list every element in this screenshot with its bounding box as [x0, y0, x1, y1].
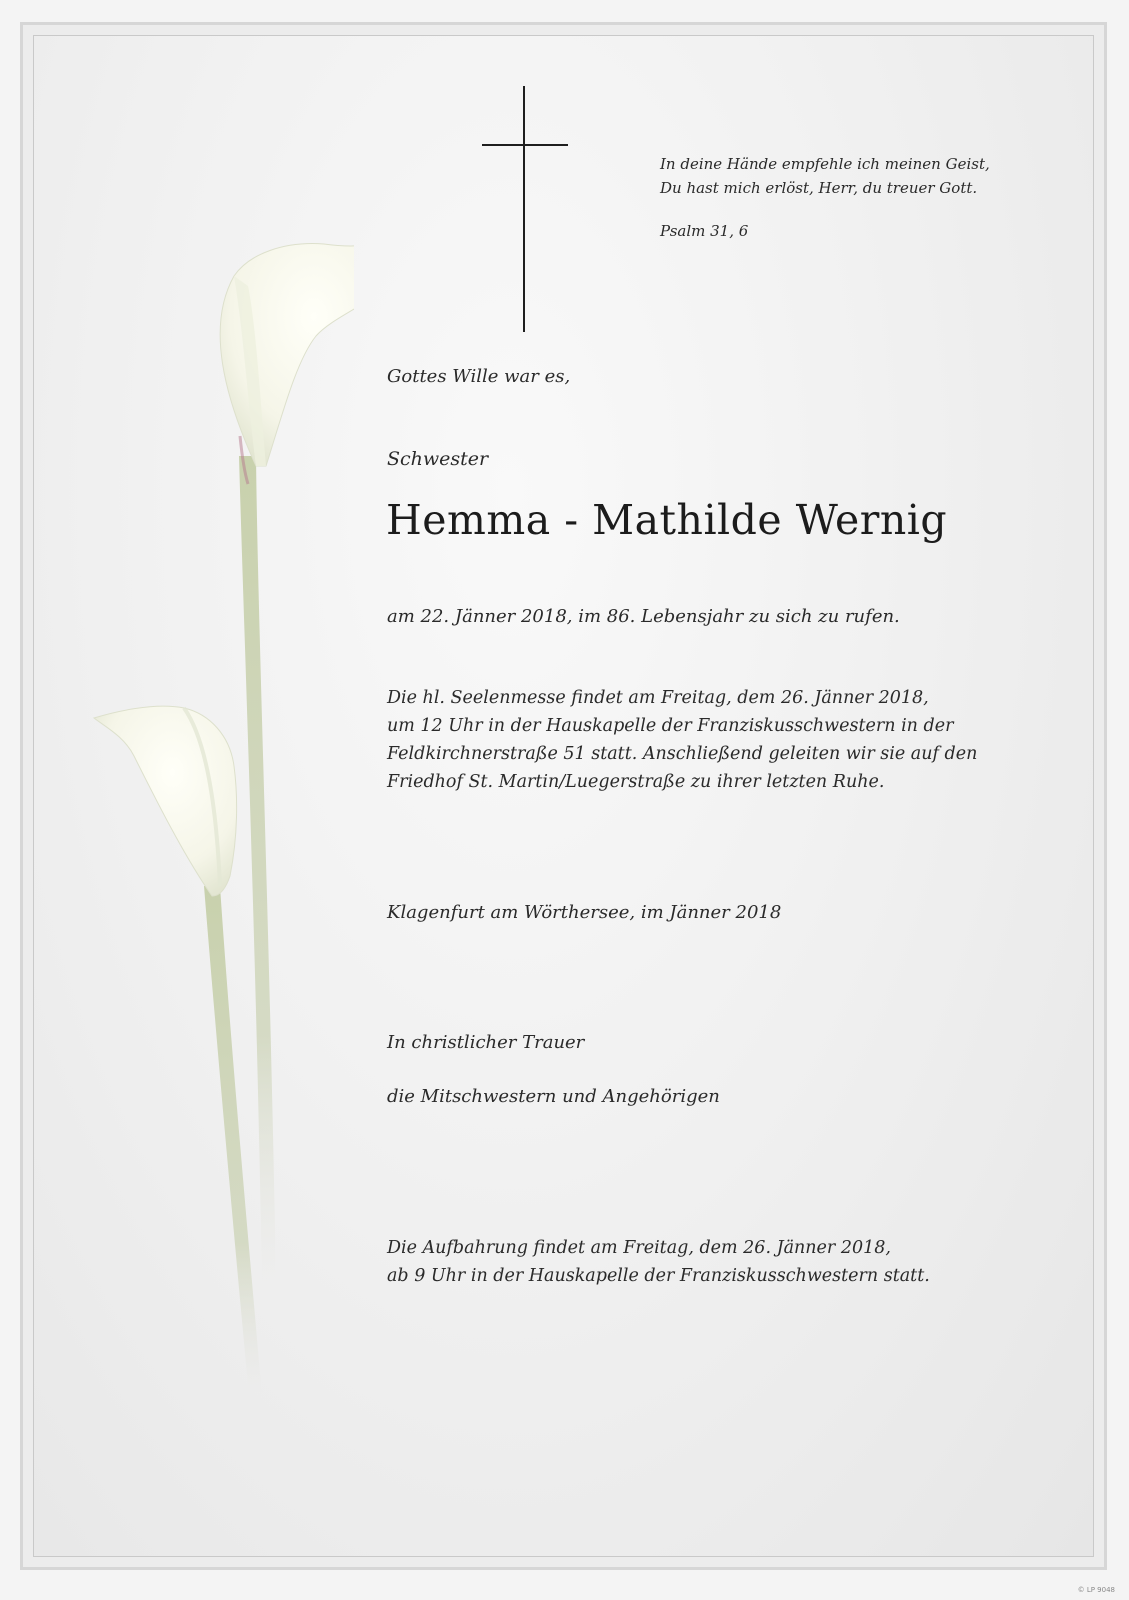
mourning-text: In christlicher Trauer [387, 1032, 585, 1053]
verse-line: In deine Hände empfehle ich meinen Geist, [660, 155, 990, 173]
calla-lily-illustration [34, 36, 354, 1557]
verse-reference: Psalm 31, 6 [660, 222, 749, 240]
mass-line: Die hl. Seelenmesse findet am Freitag, dem 26. Jänner 2018, [387, 688, 929, 708]
card-inner [33, 35, 1094, 1557]
tall-flower [220, 236, 354, 466]
small-flower [94, 706, 237, 896]
cross-symbol [482, 86, 568, 332]
verse-line: Du hast mich erlöst, Herr, du treuer Gott. [660, 179, 978, 197]
intro-text: Gottes Wille war es, [387, 366, 571, 387]
mass-line: Friedhof St. Martin/Luegerstraße zu ihrer letzten Ruhe. [387, 772, 885, 792]
copyright-notice: © LP 9048 [1077, 1586, 1115, 1594]
death-line: am 22. Jänner 2018, im 86. Lebensjahr zu sich zu rufen. [387, 606, 900, 627]
deceased-title: Schwester [387, 448, 489, 470]
deceased-name: Hemma - Mathilde Wernig [386, 496, 948, 544]
viewing-info [387, 1234, 930, 1290]
bible-verse [660, 152, 990, 200]
cross-horizontal-bar [482, 144, 568, 146]
tall-stem [239, 456, 276, 1286]
viewing-line: Die Aufbahrung findet am Freitag, dem 26. Jänner 2018, [387, 1238, 891, 1258]
viewing-line: ab 9 Uhr in der Hauskapelle der Franziskusschwestern statt. [387, 1266, 930, 1286]
cross-vertical-bar [523, 86, 525, 332]
signers-text: die Mitschwestern und Angehörigen [387, 1086, 720, 1107]
place-date: Klagenfurt am Wörthersee, im Jänner 2018 [387, 902, 782, 923]
card-frame [20, 22, 1107, 1570]
short-stem [204, 886, 262, 1396]
mass-line: Feldkirchnerstraße 51 statt. Anschließend geleiten wir sie auf den [387, 744, 978, 764]
funeral-mass-info [387, 684, 977, 796]
mass-line: um 12 Uhr in der Hauskapelle der Franziskusschwestern in der [387, 716, 954, 736]
